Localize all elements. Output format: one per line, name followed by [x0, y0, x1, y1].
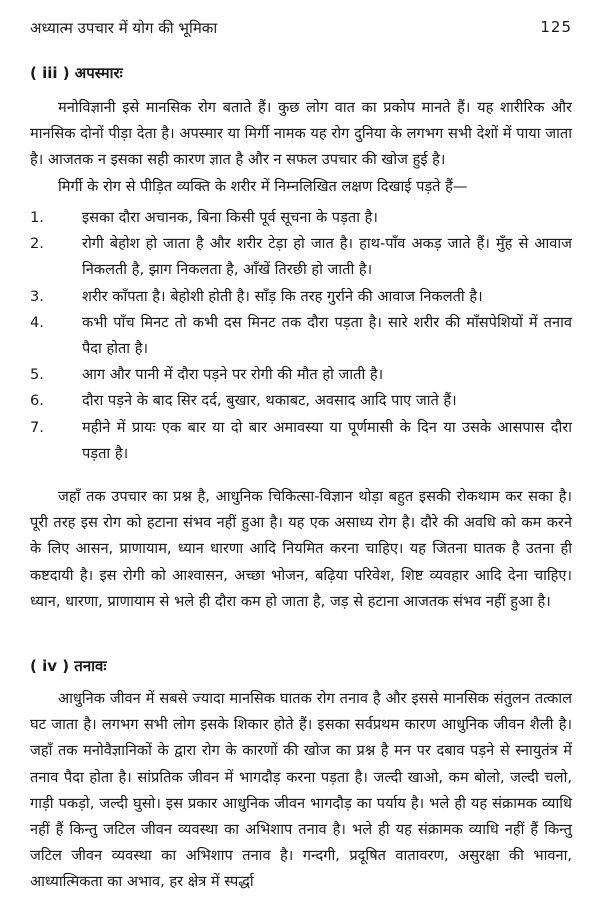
list-text: शरीर काँपता है। बेहोशी होती है। साँड़ कि तरह गुर्राने की आवाज निकलती है।	[82, 287, 483, 305]
list-number: 3.	[30, 287, 44, 305]
list-item	[30, 362, 572, 388]
list-item	[30, 205, 572, 231]
symptoms-intro: मिर्गी के रोग से पीड़ित व्यक्ति के शरीर में निम्नलिखित लक्षण दिखाई पड़ते हैं—	[58, 178, 468, 195]
list-item	[30, 388, 572, 414]
list-number: 1.	[30, 209, 44, 226]
list-item	[30, 231, 572, 283]
list-text: दौरा पड़ने के बाद सिर दर्द, बुखार, थकाबट, अवसाद आदि पाए जाते हैं।	[82, 392, 457, 410]
symptom-list	[30, 205, 572, 467]
section-heading-epilepsy: ( iii ) अपस्मारः	[30, 64, 123, 82]
paragraph-stress: आधुनिक जीवन में सबसे ज्यादा मानसिक घातक रोग तनाव है और इससे मानसिक संतुलन तत्काल घट जाता है। लगभग सभी लोग इसके शिकार होते हैं। इसका सर्वप्रथम कारण आधुनिक जीवन शैली है। जहाँ तक मनोवैज्ञानिकों के द्वारा रोग के कारणों की खोज का प्रश्न है मन पर दबाव पड़ने से स्नायुतंत्र में तनाव पैदा होता है। सांप्रतिक जीवन में भागदौड़ करना पड़ता है। जल्दी खाओ, कम बोलो, जल्दी चलो, गाड़ी पकड़ो, जल्दी घुसो। इस प्रकार आधुनिक जीवन भागदौड़ का पर्याय है। भले ही यह संक्रामक व्याधि नहीं हैं किन्तु जटिल जीवन व्यवस्था का अभिशाप तनाव है। भले ही यह संक्रामक व्याधि नहीं हैं किन्तु जटिल जीवन व्यवस्था का अभिशाप तनाव है। गन्दगी, प्रदूषित वातावरण, असुरक्षा की भावना, आध्यात्मिकता का अभाव, हर क्षेत्र में स्पर्द्धा	[30, 690, 572, 891]
list-item	[30, 284, 572, 310]
list-text: रोगी बेहोश हो जाता है और शरीर टेड़ा हो जात है। हाथ-पाँव अकड़ जाते हैं। मुँह से आवाज निकलती है, झाग निकलता है, आँखें तिरछी हो जाती है।	[82, 235, 572, 279]
list-text: इसका दौरा अचानक, बिना किसी पूर्व सूचना के पड़ता है।	[82, 209, 378, 226]
page-number: 125	[540, 18, 572, 36]
list-text: आग और पानी में दौरा पड़ने पर रोगी की मौत हो जाती है।	[82, 366, 384, 384]
list-item	[30, 310, 572, 362]
running-header	[30, 18, 572, 42]
list-number: 2.	[30, 235, 44, 253]
list-number: 4.	[30, 313, 44, 331]
list-number: 6.	[30, 392, 44, 410]
list-number: 5.	[30, 366, 44, 384]
paragraph-epilepsy-treatment: जहाँ तक उपचार का प्रश्न है, आधुनिक चिकित्सा-विज्ञान थोड़ा बहुत इसकी रोकथाम कर सका है। पूरी तरह इस रोग को हटाना संभव नहीं हुआ है। यह एक असाध्य रोग है। दौरे की अवधि को कम करने के लिए आसन, प्राणायाम, ध्यान धारणा आदि नियमित करना चाहिए। यह जितना घातक है उतना ही कष्टदायी है। इस रोगी को आश्वासन, अच्छा भोजन, बढ़िया परिवेश, शिष्ट व्यवहार आदि देना चाहिए। ध्यान, धारणा, प्राणायाम से भले ही दौरा कम हो जाता है, जड़ से हटाना आजतक संभव नहीं हुआ है।	[30, 488, 572, 610]
list-text: महीने में प्रायः एक बार या दो बार अमावस्या या पूर्णमासी के दिन या उसके आसपास दौरा पड़ता है।	[82, 418, 572, 462]
paragraph-epilepsy-intro: मनोविज्ञानी इसे मानसिक रोग बताते हैं। कुछ लोग वात का प्रकोप मानते हैं। यह शारीरिक और मानसिक दोनों पीड़ा देता है। अपस्मार या मिर्गी नामक यह रोग दुनिया के लगभग सभी देशों में पाया जाता है। आजतक न इसका सही कारण ज्ञात है और न सफल उपचार की खोज हुई है।	[30, 99, 572, 169]
header-title: अध्यात्म उपचार में योग की भूमिका	[30, 19, 218, 37]
list-number: 7.	[30, 418, 44, 436]
list-item	[30, 415, 572, 467]
list-text: कभी पाँच मिनट तो कभी दस मिनट तक दौरा पड़ता है। सारे शरीर की माँसपेशियों में तनाव पैदा होता है।	[82, 313, 572, 358]
section-heading-stress: ( iv ) तनावः	[30, 657, 107, 675]
